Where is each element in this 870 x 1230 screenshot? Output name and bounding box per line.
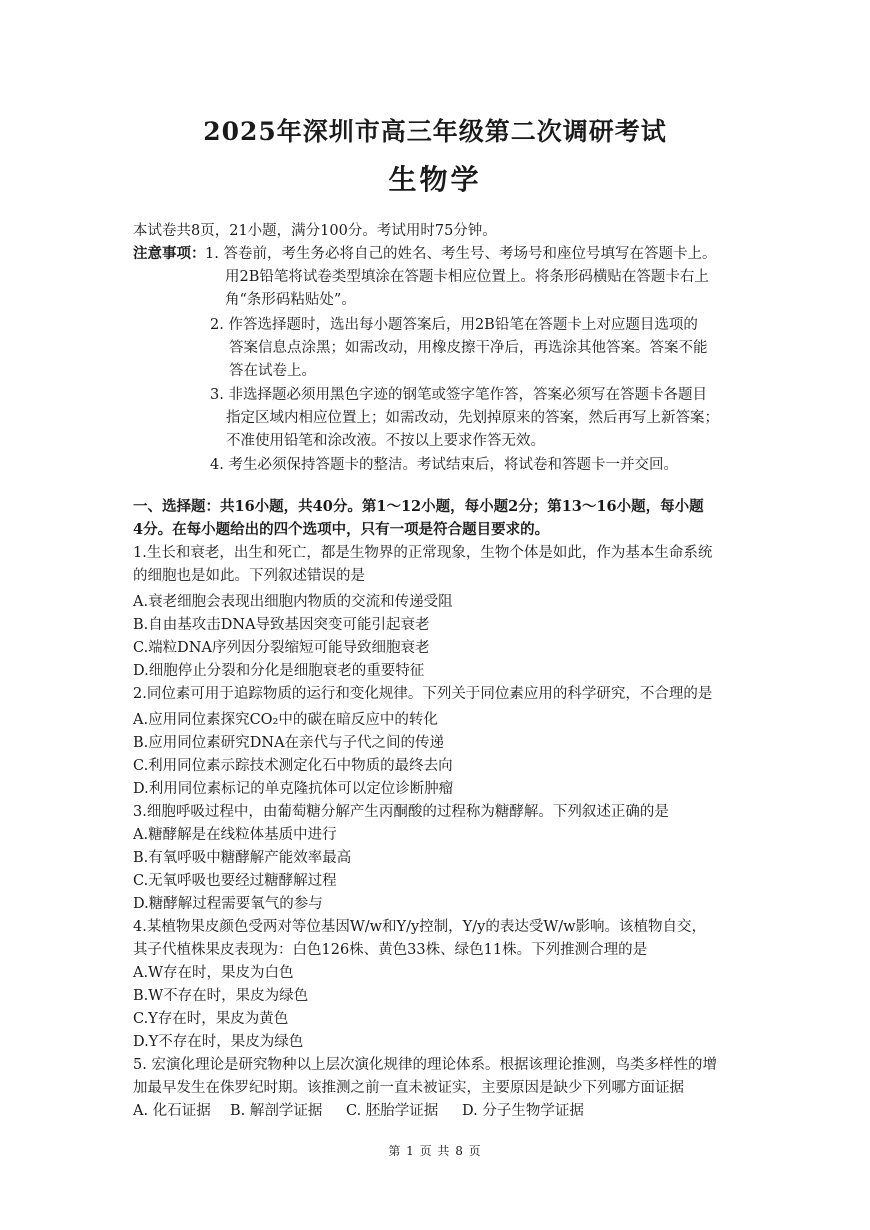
question-stem: 3.细胞呼吸过程中，由葡萄糖分解产生丙酮酸的过程称为糖酵解。下列叙述正确的是 bbox=[133, 804, 669, 820]
question-option: D.糖酵解过程需要氧气的参与 bbox=[133, 896, 323, 912]
note-line: 不准使用铅笔和涂改液。不按以上要求作答无效。 bbox=[226, 433, 545, 449]
question-option: A.糖酵解是在线粒体基质中进行 bbox=[133, 827, 337, 843]
note-line: 1. 答卷前，考生务必将自己的姓名、考生号、考场号和座位号填写在答题卡上。 bbox=[205, 246, 717, 262]
question-option: B. 解剖学证据 bbox=[230, 1103, 323, 1119]
subject-title: 生物学 bbox=[388, 163, 482, 196]
question-stem: 其子代植株果皮表现为：白色126株、黄色33株、绿色11株。下列推测合理的是 bbox=[133, 942, 648, 958]
question-option: C.无氧呼吸也要经过糖酵解过程 bbox=[133, 873, 337, 889]
note-line: 3. 非选择题必须用黑色字迹的钢笔或签字笔作答，答案必须写在答题卡各题目 bbox=[210, 387, 707, 403]
question-option: A.衰老细胞会表现出细胞内物质的交流和传递受阻 bbox=[133, 594, 453, 610]
question-option: A. 化石证据 bbox=[133, 1103, 211, 1119]
question-option: B.自由基攻击DNA导致基因突变可能引起衰老 bbox=[133, 617, 430, 633]
question-stem: 5. 宏演化理论是研究物种以上层次演化规律的理论体系。根据该理论推测，鸟类多样性的增 bbox=[133, 1057, 717, 1073]
question-option: D.Y不存在时，果皮为绿色 bbox=[133, 1034, 304, 1050]
question-option: C. 胚胎学证据 bbox=[346, 1103, 439, 1119]
note-line: 4. 考生必须保持答题卡的整洁。考试结束后，将试卷和答题卡一并交回。 bbox=[210, 457, 678, 473]
question-option: A.应用同位素探究CO₂中的碳在暗反应中的转化 bbox=[133, 712, 438, 728]
question-stem: 2.同位素可用于追踪物质的运行和变化规律。下列关于同位素应用的科学研究，不合理的是 bbox=[133, 686, 713, 702]
page-footer: 第 1 页 共 8 页 bbox=[388, 1144, 482, 1158]
note-line: 角“条形码粘贴处”。 bbox=[225, 292, 356, 308]
question-option: C.Y存在时，果皮为黄色 bbox=[133, 1011, 289, 1027]
section-heading: 一、选择题：共16小题，共40分。第1～12小题，每小题2分；第13～16小题，每小题 bbox=[133, 498, 704, 515]
question-option: A.W存在时，果皮为白色 bbox=[133, 965, 294, 981]
question-stem: 的细胞也是如此。下列叙述错误的是 bbox=[133, 568, 365, 584]
exam-title: 2025年深圳市高三年级第二次调研考试 bbox=[203, 117, 667, 146]
intro-text: 本试卷共8页，21小题，满分100分。考试用时75分钟。 bbox=[133, 223, 497, 239]
question-stem: 加最早发生在侏罗纪时期。该推测之前一直未被证实，主要原因是缺少下列哪方面证据 bbox=[133, 1080, 684, 1096]
note-line: 2. 作答选择题时，选出每小题答案后，用2B铅笔在答题卡上对应题目选项的 bbox=[210, 317, 698, 333]
note-line: 用2B铅笔将试卷类型填涂在答题卡相应位置上。将条形码横贴在答题卡右上 bbox=[225, 269, 709, 285]
question-option: D. 分子生物学证据 bbox=[462, 1103, 584, 1119]
note-line: 答案信息点涂黑；如需改动，用橡皮擦干净后，再选涂其他答案。答案不能 bbox=[229, 340, 708, 356]
question-option: C.端粒DNA序列因分裂缩短可能导致细胞衰老 bbox=[133, 640, 430, 656]
question-stem: 1.生长和衰老，出生和死亡，都是生物界的正常现象，生物个体是如此，作为基本生命系统 bbox=[133, 545, 713, 561]
section-heading: 4分。在每小题给出的四个选项中，只有一项是符合题目要求的。 bbox=[133, 521, 550, 538]
question-option: B.应用同位素研究DNA在亲代与子代之间的传递 bbox=[133, 735, 445, 751]
question-option: C.利用同位素示踪技术测定化石中物质的最终去向 bbox=[133, 758, 453, 774]
notes-label: 注意事项： bbox=[133, 245, 206, 262]
question-option: D.利用同位素标记的单克隆抗体可以定位诊断肿瘤 bbox=[133, 781, 454, 797]
question-stem: 4.某植物果皮颜色受两对等位基因W/w和Y/y控制，Y/y的表达受W/w影响。该植物自交， bbox=[133, 919, 707, 935]
note-line: 答在试卷上。 bbox=[229, 363, 316, 379]
question-option: D.细胞停止分裂和分化是细胞衰老的重要特征 bbox=[133, 663, 425, 679]
note-line: 指定区域内相应位置上；如需改动，先划掉原来的答案，然后再写上新答案； bbox=[226, 410, 719, 426]
question-option: B.W不存在时，果皮为绿色 bbox=[133, 988, 309, 1004]
question-option: B.有氧呼吸中糖酵解产能效率最高 bbox=[133, 850, 352, 866]
